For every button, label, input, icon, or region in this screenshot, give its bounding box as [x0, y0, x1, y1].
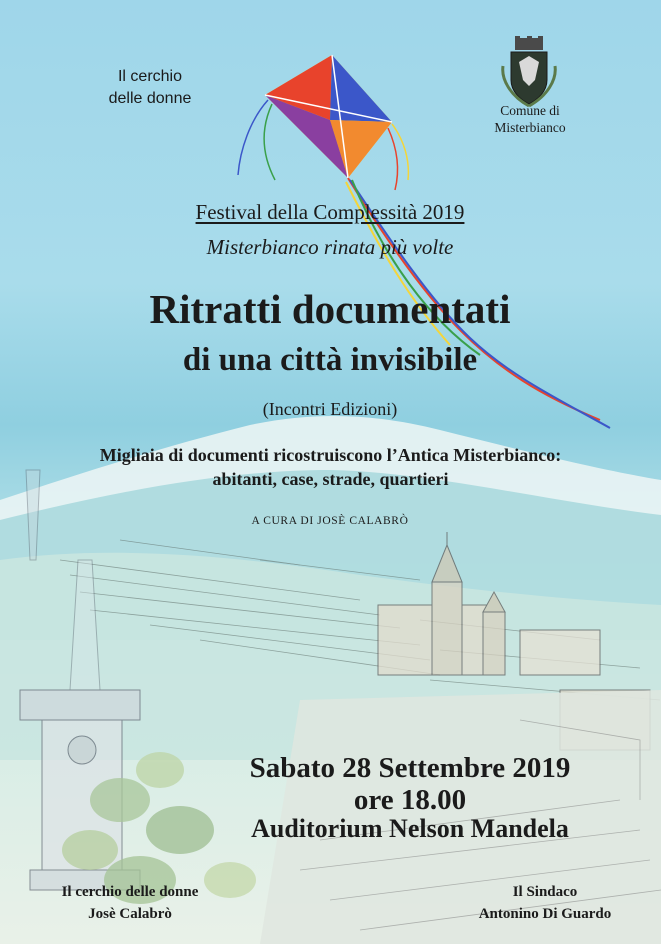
event-date: Sabato 28 Settembre 2019	[249, 752, 571, 784]
festival-subtitle: Misterbianco rinata più volte	[206, 235, 454, 259]
publisher-label: (Incontri Edizioni)	[262, 399, 398, 419]
event-title: Ritratti documentati	[149, 286, 511, 332]
event-time: ore 18.00	[353, 784, 467, 816]
curator-label: A CURA DI JOSÈ CALABRÒ	[251, 515, 409, 527]
signature-left-line1: Il cerchio delle donne	[61, 884, 199, 900]
description-line1: Migliaia di documenti ricostruiscono l’Antica Misterbianco:	[99, 445, 562, 465]
signature-right-line2: Antonino Di Guardo	[478, 906, 612, 922]
comune-line1: Comune di	[500, 103, 560, 118]
event-subtitle: di una città invisibile	[182, 342, 478, 378]
festival-title: Festival della Complessità 2019	[195, 200, 465, 224]
municipal-crest-icon	[497, 36, 561, 108]
comune-line2: Misterbianco	[494, 120, 566, 135]
signature-left-line2: Josè Calabrò	[88, 906, 172, 922]
organizer-line1: Il cerchio	[117, 68, 183, 85]
organizer-line2: delle donne	[108, 90, 192, 107]
event-venue: Auditorium Nelson Mandela	[251, 814, 569, 843]
description-line2: abitanti, case, strade, quartieri	[212, 469, 449, 489]
organizer-logo-text	[80, 66, 220, 110]
comune-label	[470, 102, 590, 136]
signature-right-line1: Il Sindaco	[512, 884, 578, 900]
